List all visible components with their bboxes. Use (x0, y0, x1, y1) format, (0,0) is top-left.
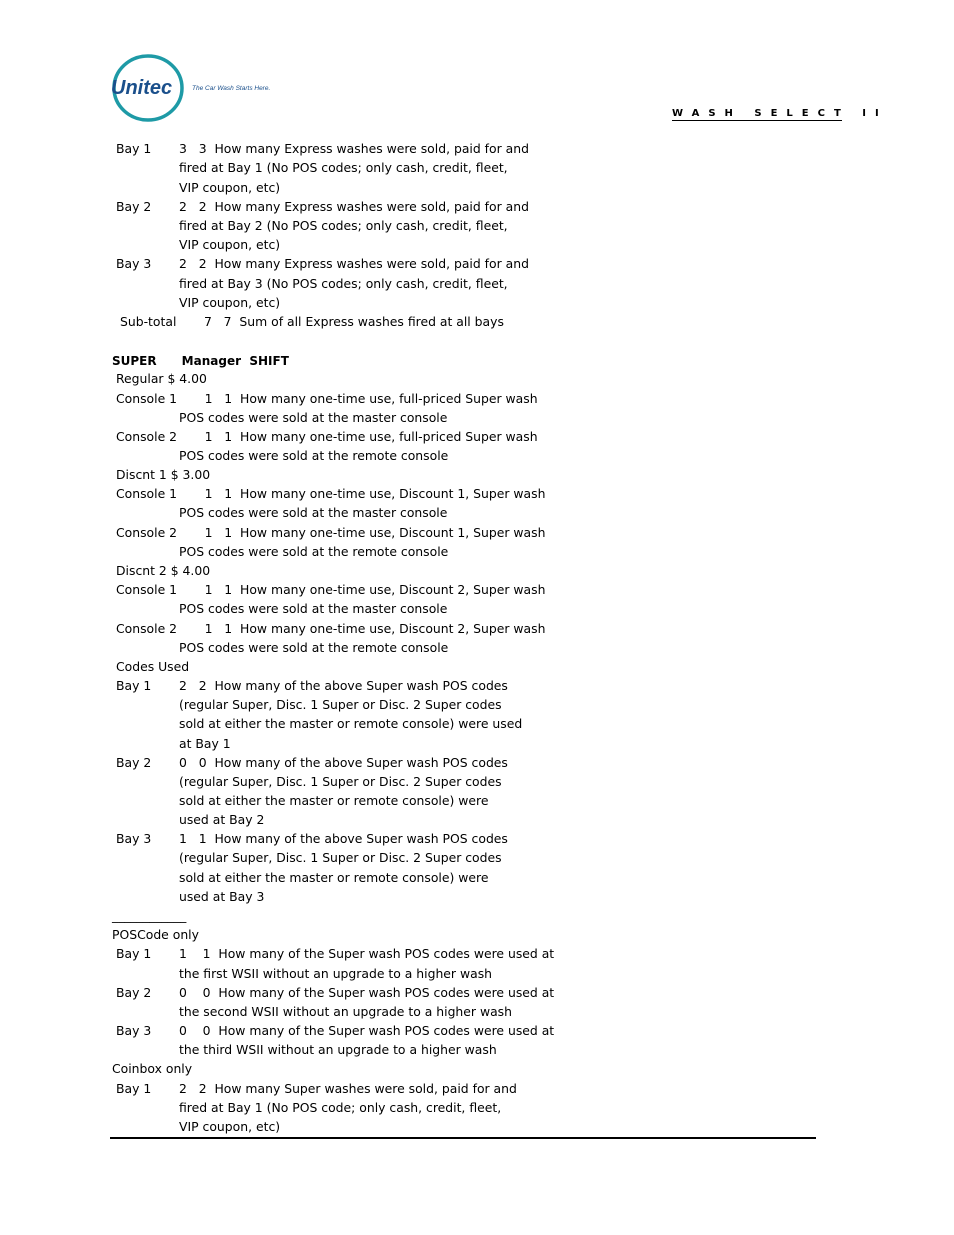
document-line: used at Bay 3 (179, 889, 265, 904)
document-line: (regular Super, Disc. 1 Super or Disc. 2 Super codes (179, 697, 502, 712)
document-line: Codes Used (116, 659, 190, 674)
document-line: 0 0 How many of the Super wash POS codes were used at (179, 985, 555, 1000)
document-line: VIP coupon, etc) (179, 180, 281, 195)
document-line: Console 1 1 1 How many one-time use, full-priced Super wash (116, 391, 538, 406)
document-line: Discnt 1 $ 3.00 (116, 467, 211, 482)
document-line: POS codes were sold at the remote console (179, 640, 449, 655)
document-line: Bay 2 (116, 755, 152, 770)
document-line: Console 1 1 1 How many one-time use, Discount 1, Super wash (116, 486, 546, 501)
document-line: sold at either the master or remote console) were used (179, 716, 523, 731)
document-line: (regular Super, Disc. 1 Super or Disc. 2 Super codes (179, 774, 502, 789)
document-line: (regular Super, Disc. 1 Super or Disc. 2 Super codes (179, 850, 502, 865)
document-line: Bay 1 (116, 141, 152, 156)
document-line: at Bay 1 (179, 736, 231, 751)
document-line: Console 2 1 1 How many one-time use, Discount 2, Super wash (116, 621, 546, 636)
document-line: sold at either the master or remote console) were (179, 870, 489, 885)
document-line: the third WSII without an upgrade to a higher wash (179, 1042, 497, 1057)
document-line: the second WSII without an upgrade to a higher wash (179, 1004, 512, 1019)
unitec-logo (110, 54, 270, 122)
document-line: Bay 3 (116, 256, 152, 271)
document-line: POS codes were sold at the master console (179, 601, 448, 616)
footer-divider (110, 1137, 816, 1139)
document-line: 2 2 How many Express washes were sold, paid for and (179, 199, 529, 214)
document-line: 1 1 How many of the above Super wash POS codes (179, 831, 508, 846)
document-line: Bay 3 (116, 1023, 152, 1038)
document-line: fired at Bay 1 (No POS codes; only cash, credit, fleet, (179, 160, 508, 175)
document-line: Console 2 1 1 How many one-time use, full-priced Super wash (116, 429, 538, 444)
document-line: Console 2 1 1 How many one-time use, Discount 1, Super wash (116, 525, 546, 540)
document-line: used at Bay 2 (179, 812, 265, 827)
document-line: 2 2 How many Super washes were sold, paid for and (179, 1081, 517, 1096)
document-line: Bay 3 (116, 831, 152, 846)
document-line: Bay 2 (116, 985, 152, 1000)
document-line: Sub-total 7 7 Sum of all Express washes fired at all bays (120, 314, 504, 329)
document-line: fired at Bay 3 (No POS codes; only cash, credit, fleet, (179, 276, 508, 291)
document-line: sold at either the master or remote console) were (179, 793, 489, 808)
document-line: 3 3 How many Express washes were sold, paid for and (179, 141, 529, 156)
document-line: VIP coupon, etc) (179, 295, 281, 310)
document-line: POS codes were sold at the remote console (179, 544, 449, 559)
document-line: Coinbox only (112, 1061, 193, 1076)
document-line: Discnt 2 $ 4.00 (116, 563, 211, 578)
header-divider (672, 120, 842, 121)
document-line: Bay 1 (116, 946, 152, 961)
document-line: 2 2 How many of the above Super wash POS codes (179, 678, 508, 693)
document-line: 0 0 How many of the Super wash POS codes were used at (179, 1023, 555, 1038)
document-line: VIP coupon, etc) (179, 1119, 281, 1134)
document-line: ____________ (112, 908, 187, 923)
document-line: POS codes were sold at the remote console (179, 448, 449, 463)
document-line: Bay 2 (116, 199, 152, 214)
document-line: VIP coupon, etc) (179, 237, 281, 252)
document-line: Console 1 1 1 How many one-time use, Discount 2, Super wash (116, 582, 546, 597)
logo-tagline: The Car Wash Starts Here. (192, 85, 270, 92)
document-line: POSCode only (112, 927, 199, 942)
logo-brand: Unitec (111, 77, 173, 99)
document-line: POS codes were sold at the master console (179, 410, 448, 425)
document-line: Bay 1 (116, 678, 152, 693)
document-line: 2 2 How many Express washes were sold, paid for and (179, 256, 529, 271)
document-line: 0 0 How many of the above Super wash POS codes (179, 755, 508, 770)
document-line: SUPER Manager SHIFT (112, 354, 289, 368)
document-line: Regular $ 4.00 (116, 371, 207, 386)
document-line: 1 1 How many of the Super wash POS codes were used at (179, 946, 555, 961)
document-line: the first WSII without an upgrade to a higher wash (179, 966, 493, 981)
header-title: WASH SELECT II (672, 108, 888, 119)
document-line: POS codes were sold at the master console (179, 505, 448, 520)
document-line: fired at Bay 2 (No POS codes; only cash, credit, fleet, (179, 218, 508, 233)
document-line: Bay 1 (116, 1081, 152, 1096)
document-line: fired at Bay 1 (No POS code; only cash, credit, fleet, (179, 1100, 502, 1115)
